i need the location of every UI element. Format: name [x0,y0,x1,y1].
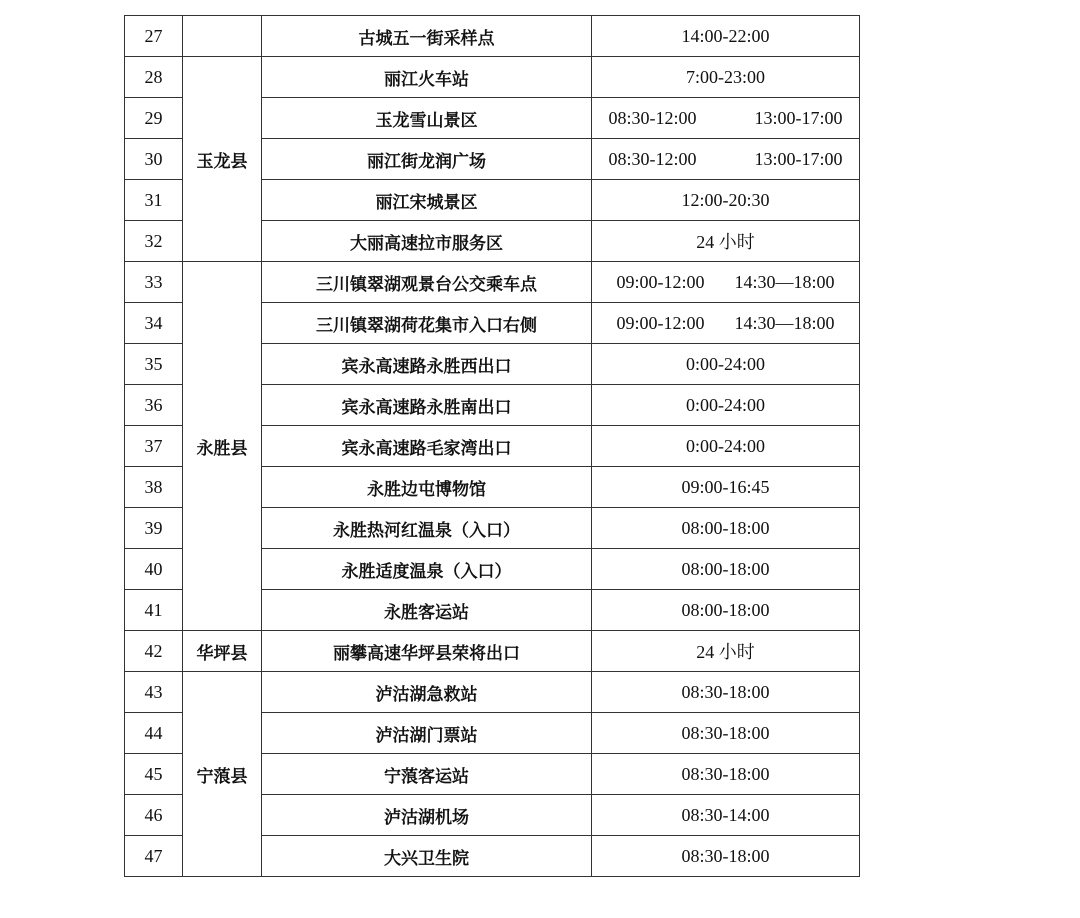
row-number: 45 [125,754,183,795]
site-name: 大兴卫生院 [262,836,592,877]
site-name: 泸沽湖急救站 [262,672,592,713]
table-row [125,57,860,98]
open-hours: 0:00-24:00 [592,344,860,385]
site-name: 宾永高速路永胜南出口 [262,385,592,426]
row-number: 43 [125,672,183,713]
open-hours [592,139,860,180]
site-name: 泸沽湖机场 [262,795,592,836]
table-row [125,631,860,672]
open-hours: 08:30-18:00 [592,713,860,754]
row-number: 28 [125,57,183,98]
row-number: 34 [125,303,183,344]
row-number: 42 [125,631,183,672]
open-hours: 09:00-16:45 [592,467,860,508]
open-hours-afternoon: 13:00-17:00 [754,148,843,169]
open-hours: 08:00-18:00 [592,590,860,631]
open-hours: 08:00-18:00 [592,549,860,590]
row-number: 40 [125,549,183,590]
row-number: 31 [125,180,183,221]
open-hours-afternoon: 14:30—18:00 [734,271,835,292]
row-number: 39 [125,508,183,549]
table-row [125,16,860,57]
site-name: 丽攀高速华坪县荣将出口 [262,631,592,672]
open-hours-morning: 09:00-12:00 [616,312,705,333]
county-name: 宁蒗县 [183,672,262,877]
table-row [125,672,860,713]
row-number: 30 [125,139,183,180]
row-number: 32 [125,221,183,262]
site-name: 永胜热河红温泉（入口） [262,508,592,549]
open-hours [592,98,860,139]
row-number: 27 [125,16,183,57]
site-name: 泸沽湖门票站 [262,713,592,754]
open-hours-morning: 09:00-12:00 [616,271,705,292]
row-number: 38 [125,467,183,508]
row-number: 44 [125,713,183,754]
open-hours-afternoon: 13:00-17:00 [754,107,843,128]
open-hours [592,262,860,303]
open-hours: 08:00-18:00 [592,508,860,549]
open-hours: 08:30-18:00 [592,836,860,877]
site-name: 三川镇翠湖观景台公交乘车点 [262,262,592,303]
row-number: 41 [125,590,183,631]
row-number: 36 [125,385,183,426]
row-number: 37 [125,426,183,467]
open-hours-afternoon: 14:30—18:00 [734,312,835,333]
row-number: 35 [125,344,183,385]
row-number: 33 [125,262,183,303]
row-number: 29 [125,98,183,139]
open-hours: 08:30-14:00 [592,795,860,836]
site-name: 永胜客运站 [262,590,592,631]
open-hours-morning: 08:30-12:00 [608,148,697,169]
row-number: 46 [125,795,183,836]
site-name: 宁蒗客运站 [262,754,592,795]
open-hours: 08:30-18:00 [592,672,860,713]
open-hours: 08:30-18:00 [592,754,860,795]
site-name: 宾永高速路毛家湾出口 [262,426,592,467]
site-name: 永胜适度温泉（入口） [262,549,592,590]
site-name: 大丽高速拉市服务区 [262,221,592,262]
open-hours: 24 小时 [592,221,860,262]
site-name: 三川镇翠湖荷花集市入口右侧 [262,303,592,344]
open-hours: 0:00-24:00 [592,385,860,426]
county-cell-empty [183,16,262,57]
site-name: 玉龙雪山景区 [262,98,592,139]
open-hours-morning: 08:30-12:00 [608,107,697,128]
open-hours: 12:00-20:30 [592,180,860,221]
open-hours: 14:00-22:00 [592,16,860,57]
open-hours: 24 小时 [592,631,860,672]
site-name: 丽江街龙润广场 [262,139,592,180]
site-name: 永胜边屯博物馆 [262,467,592,508]
site-name: 丽江宋城景区 [262,180,592,221]
site-name: 古城五一街采样点 [262,16,592,57]
site-name: 宾永高速路永胜西出口 [262,344,592,385]
open-hours: 0:00-24:00 [592,426,860,467]
county-name: 玉龙县 [183,57,262,262]
table-row [125,262,860,303]
county-name: 华坪县 [183,631,262,672]
row-number: 47 [125,836,183,877]
county-name: 永胜县 [183,262,262,631]
open-hours: 7:00-23:00 [592,57,860,98]
sampling-sites-table [124,15,860,877]
open-hours [592,303,860,344]
site-name: 丽江火车站 [262,57,592,98]
